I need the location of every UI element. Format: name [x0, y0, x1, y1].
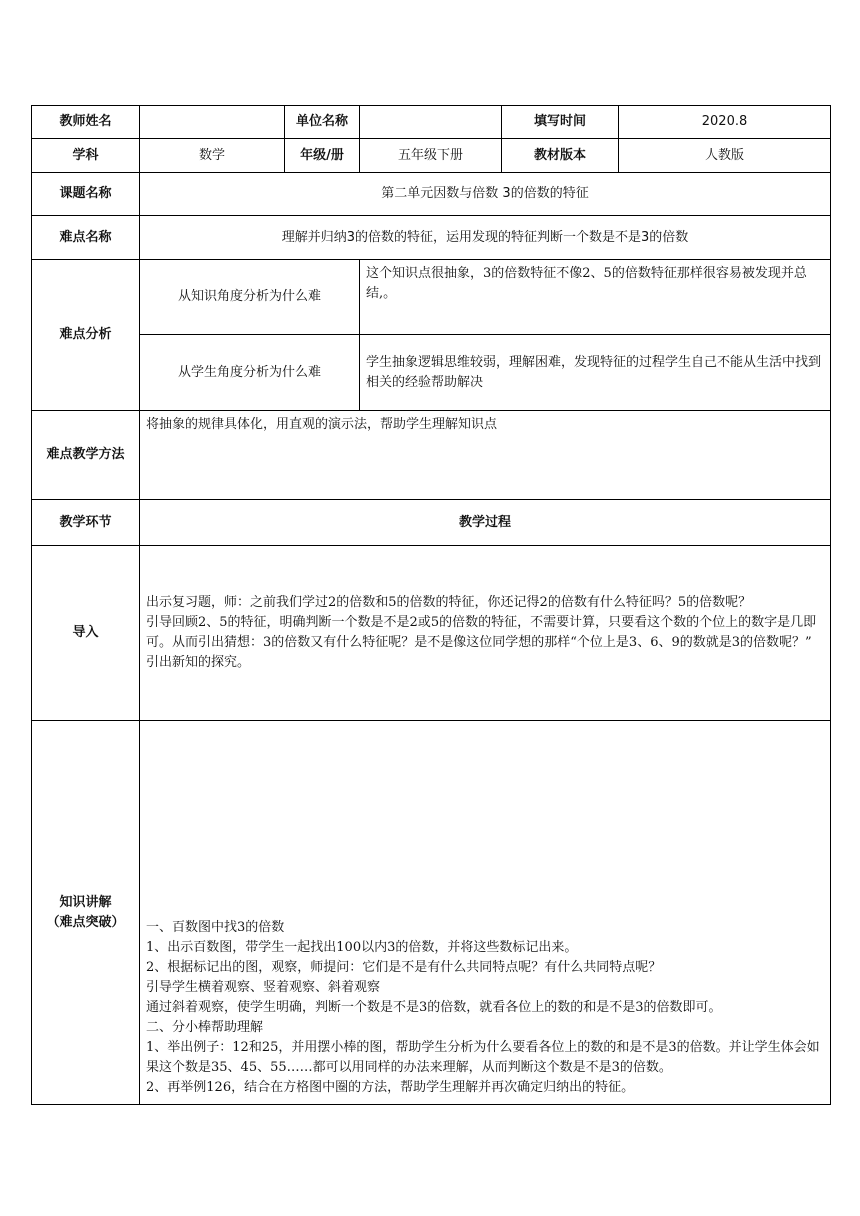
knowledge-line: 1、出示百数图，带学生一起找出100以内3的倍数，并将这些数标记出来。	[146, 940, 578, 955]
stage-header: 教学环节	[32, 500, 140, 546]
edition-value: 人教版	[619, 139, 831, 173]
knowledge-line: 引导学生横着观察、竖着观察、斜着观察	[146, 980, 381, 995]
intro-label: 导入	[32, 546, 140, 721]
method-label: 难点教学方法	[32, 411, 140, 500]
intro-line: 引出新知的探究。	[146, 655, 251, 670]
knowledge-label	[32, 721, 140, 1105]
student-angle-text: 学生抽象逻辑思维较弱，理解困难，发现特征的过程学生自己不能从生活中找到相关的经验帮助解决	[360, 335, 831, 411]
knowledge-label-line1: 知识讲解	[59, 894, 112, 910]
edition-label: 教材版本	[502, 139, 619, 173]
knowledge-line: 二、分小棒帮助理解	[146, 1020, 264, 1035]
header-row-1	[32, 106, 831, 139]
knowledge-angle-text: 这个知识点很抽象，3的倍数特征不像2、5的倍数特征那样很容易被发现并总结,。	[360, 260, 831, 335]
analysis-knowledge-row	[32, 260, 831, 335]
knowledge-content	[140, 721, 831, 1105]
grade-value: 五年级下册	[360, 139, 502, 173]
knowledge-line: 2、再举例126，结合在方格图中圈的方法，帮助学生理解并再次确定归纳出的特征。	[146, 1080, 635, 1095]
topic-label: 课题名称	[32, 173, 140, 216]
knowledge-angle-label: 从知识角度分析为什么难	[140, 260, 360, 335]
topic-value: 第二单元因数与倍数 3的倍数的特征	[140, 173, 831, 216]
difficulty-row	[32, 216, 831, 260]
fill-date-label: 填写时间	[502, 106, 619, 139]
header-row-2	[32, 139, 831, 173]
fill-date-value: 2020.8	[619, 106, 831, 139]
method-row	[32, 411, 831, 500]
analysis-student-row	[32, 335, 831, 411]
subject-value: 数学	[140, 139, 285, 173]
intro-content	[140, 546, 831, 721]
difficulty-label: 难点名称	[32, 216, 140, 260]
unit-name-label: 单位名称	[285, 106, 360, 139]
method-text: 将抽象的规律具体化，用直观的演示法，帮助学生理解知识点	[140, 411, 831, 500]
student-angle-label: 从学生角度分析为什么难	[140, 335, 360, 411]
subject-label: 学科	[32, 139, 140, 173]
topic-row	[32, 173, 831, 216]
lesson-plan-table	[31, 105, 831, 1105]
analysis-label: 难点分析	[32, 260, 140, 411]
grade-label: 年级/册	[285, 139, 360, 173]
knowledge-line: 通过斜着观察，使学生明确，判断一个数是不是3的倍数，就看各位上的数的和是不是3的倍数即可。	[146, 1000, 722, 1015]
intro-row	[32, 546, 831, 721]
knowledge-line: 一、百数图中找3的倍数	[146, 920, 285, 935]
knowledge-line: 1、举出例子：12和25，并用摆小棒的图，帮助学生分析为什么要看各位上的数的和是不是3的倍数。并让学生体会如果这个数是35、45、55……都可以用同样的办法来理解，从而判断这个数是不是3的倍数。	[146, 1040, 820, 1075]
knowledge-row	[32, 721, 831, 1105]
unit-name-value	[360, 106, 502, 139]
process-header-row	[32, 500, 831, 546]
knowledge-line: 2、根据标记出的图，观察，师提问：它们是不是有什么共同特点呢？有什么共同特点呢？	[146, 960, 662, 975]
teacher-name-label: 教师姓名	[32, 106, 140, 139]
difficulty-value: 理解并归纳3的倍数的特征，运用发现的特征判断一个数是不是3的倍数	[140, 216, 831, 260]
teacher-name-value	[140, 106, 285, 139]
knowledge-label-line2: （难点突破）	[46, 914, 125, 930]
intro-line: 引导回顾2、5的特征，明确判断一个数是不是2或5的倍数的特征，不需要计算，只要看这个数的个位上的数字是几即可。从而引出猜想：3的倍数又有什么特征呢？是不是像这位同学想的那样“个位上是3、6、9的数就是3的倍数呢？”	[146, 615, 817, 650]
intro-line: 出示复习题，师：之前我们学过2的倍数和5的倍数的特征，你还记得2的倍数有什么特征吗？5的倍数呢？	[146, 595, 752, 610]
process-header: 教学过程	[140, 500, 831, 546]
